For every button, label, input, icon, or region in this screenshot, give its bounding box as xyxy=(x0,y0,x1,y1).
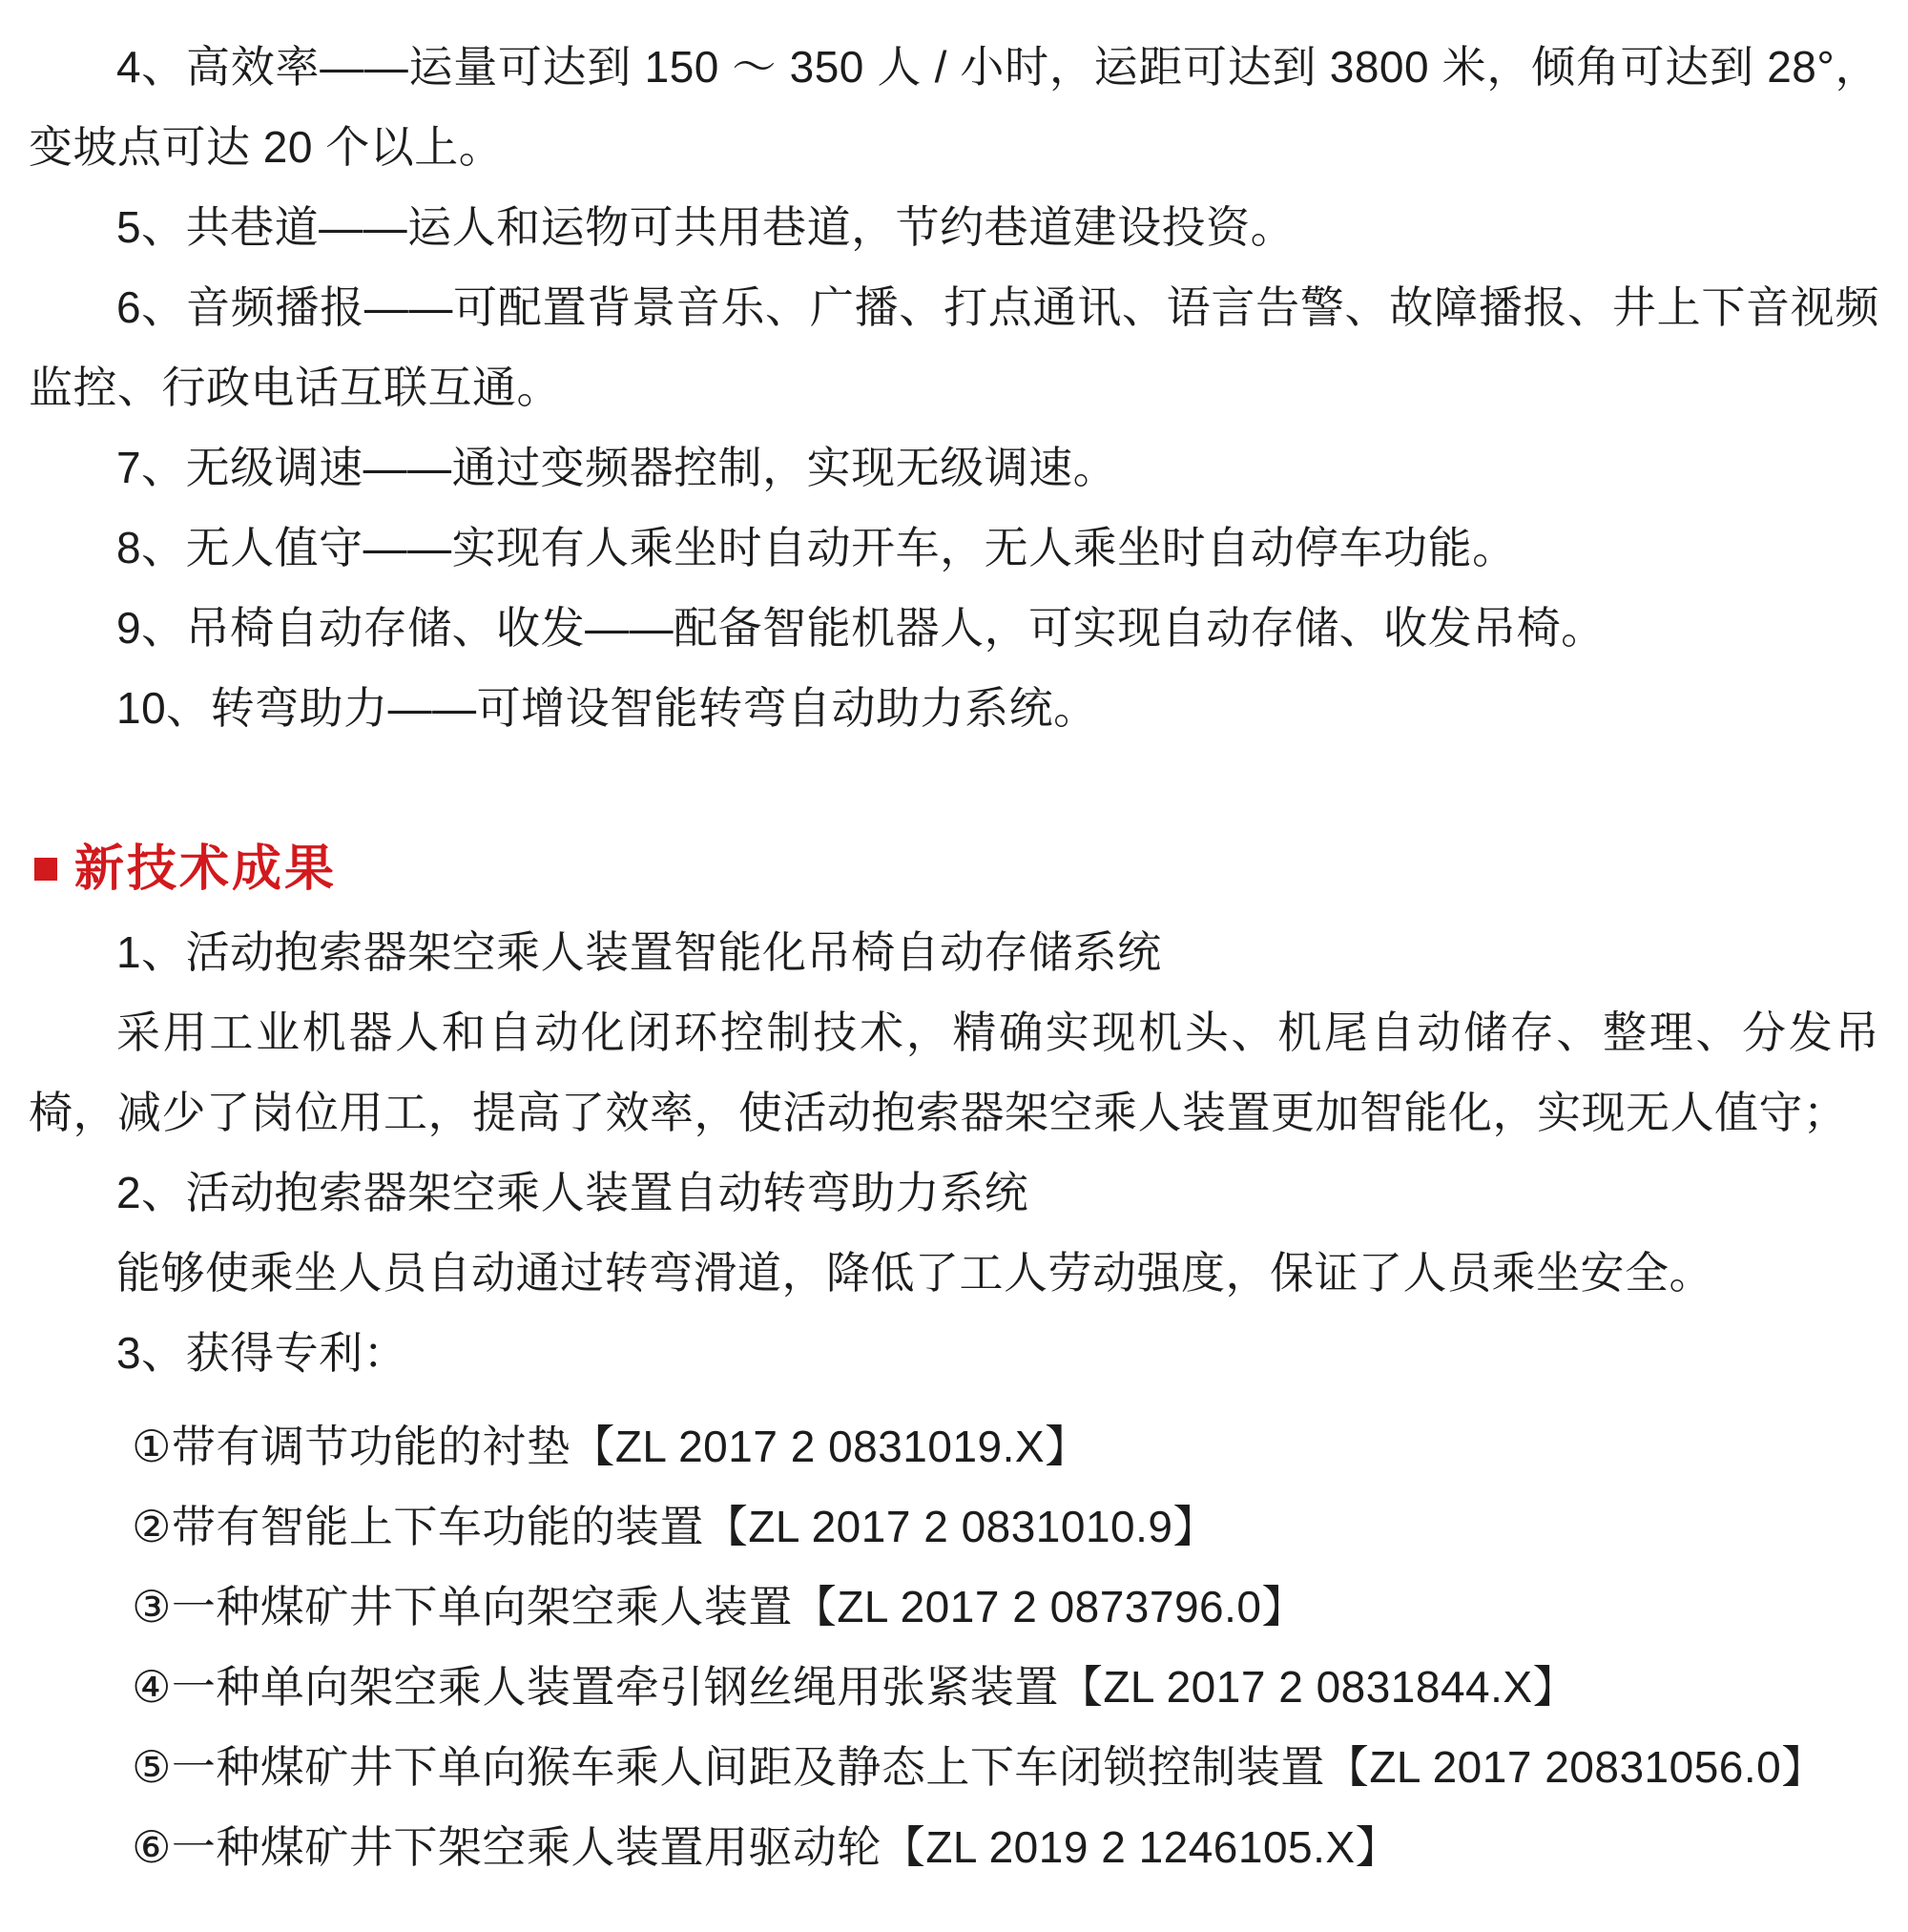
red-square-bullet-icon xyxy=(34,858,57,881)
patent-list xyxy=(29,1406,1879,1887)
patent-item-3: ③一种煤矿井下单向架空乘人装置【ZL 2017 2 0873796.0】 xyxy=(132,1582,1307,1631)
achievement-title-2: 2、活动抱索器架空乘人装置自动转弯助力系统 xyxy=(116,1168,1029,1217)
section-heading xyxy=(34,840,1879,899)
patent-item-5: ⑤一种煤矿井下单向猴车乘人间距及静态上下车闭锁控制装置【ZL 2017 20831056.0】 xyxy=(132,1742,1826,1792)
patent-item-1: ①带有调节功能的衬垫【ZL 2017 2 0831019.X】 xyxy=(132,1422,1089,1471)
feature-item-9: 9、吊椅自动存储、收发——配备智能机器人，可实现自动存储、收发吊椅。 xyxy=(116,603,1606,653)
feature-item-5: 5、共巷道——运人和运物可共用巷道，节约巷道建设投资。 xyxy=(116,202,1296,252)
achievement-desc-2: 能够使乘坐人员自动通过转弯滑道，降低了工人劳动强度，保证了人员乘坐安全。 xyxy=(116,1248,1713,1298)
feature-item-7: 7、无级调速——通过变频器控制，实现无级调速。 xyxy=(116,443,1118,492)
feature-item-10: 10、转弯助力——可增设智能转弯自动助力系统。 xyxy=(116,683,1098,733)
patents-label: 3、获得专利： xyxy=(116,1328,408,1378)
patent-item-6: ⑥一种煤矿井下架空乘人装置用驱动轮【ZL 2019 2 1246105.X】 xyxy=(132,1822,1400,1872)
feature-item-4: 4、高效率——运量可达到 150 ～ 350 人 / 小时，运距可达到 3800 米，倾角可达到 28°，变坡点可达 20 个以上。 xyxy=(29,42,1879,172)
section-heading-title: 新技术成果 xyxy=(74,841,338,897)
achievements-block xyxy=(29,912,1879,1393)
feature-list xyxy=(29,27,1879,748)
patent-item-4: ④一种单向架空乘人装置牵引钢丝绳用张紧装置【ZL 2017 2 0831844.X】 xyxy=(132,1662,1578,1712)
achievement-desc-1: 采用工业机器人和自动化闭环控制技术，精确实现机头、机尾自动储存、整理、分发吊椅，减少了岗位用工，提高了效率，使活动抱索器架空乘人装置更加智能化，实现无人值守； xyxy=(29,1008,1879,1137)
patent-item-2: ②带有智能上下车功能的装置【ZL 2017 2 0831010.9】 xyxy=(132,1502,1218,1551)
achievement-title-1: 1、活动抱索器架空乘人装置智能化吊椅自动存储系统 xyxy=(116,927,1162,977)
feature-item-6: 6、音频播报——可配置背景音乐、广播、打点通讯、语言告警、故障播报、井上下音视频监控、行政电话互联互通。 xyxy=(29,282,1879,412)
feature-item-8: 8、无人值守——实现有人乘坐时自动开车，无人乘坐时自动停车功能。 xyxy=(116,523,1517,572)
